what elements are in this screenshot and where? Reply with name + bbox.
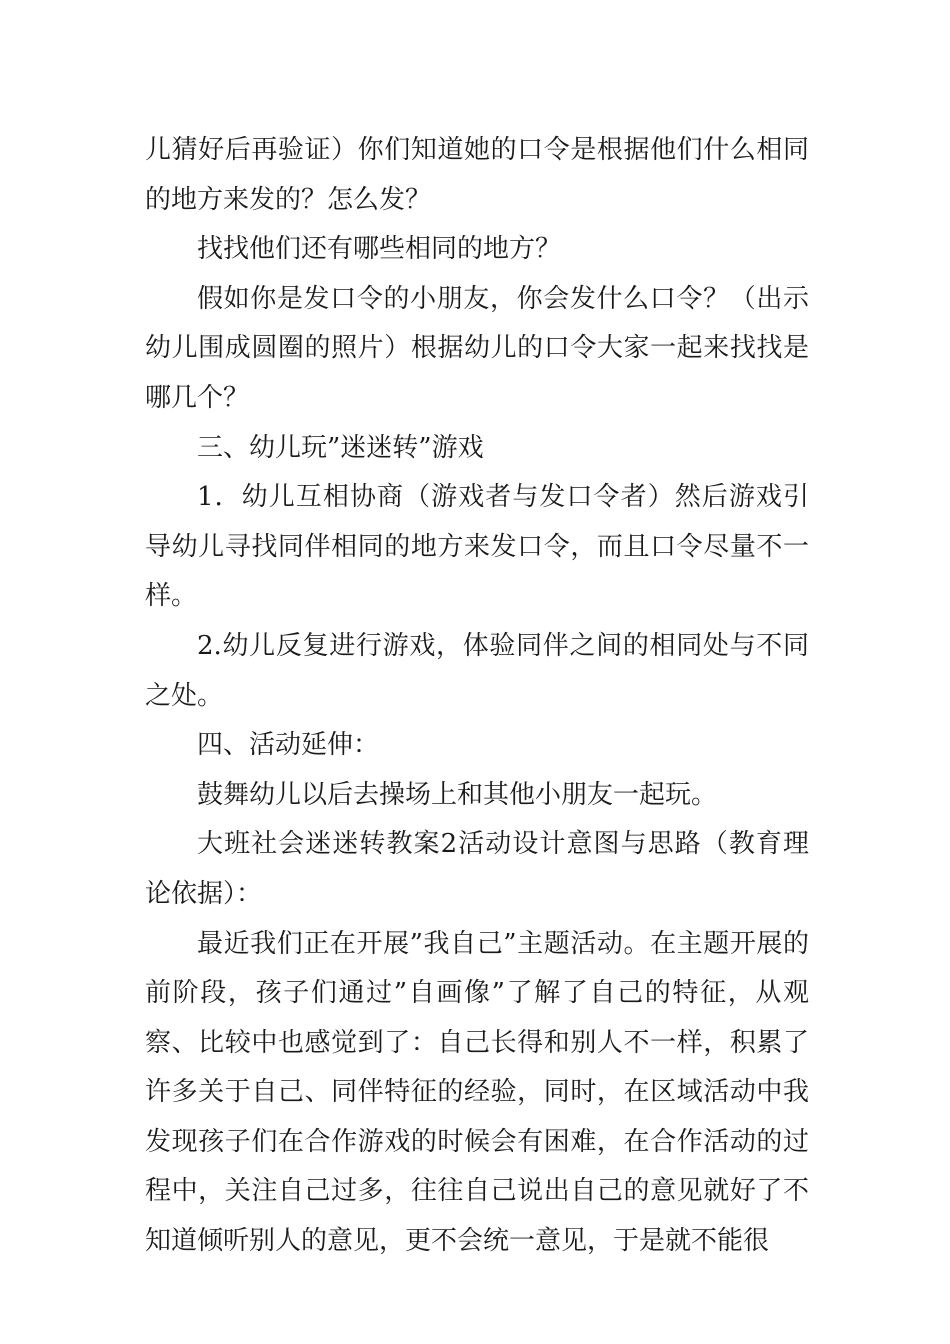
- paragraph-3: 假如你是发口令的小朋友，你会发什么口令？（出示幼儿围成圆圈的照片）根据幼儿的口令大家一起来找找是哪几个？: [145, 283, 809, 413]
- paragraph-2: 找找他们还有哪些相同的地方？: [197, 234, 562, 265]
- section-heading-4: 四、活动延伸：: [197, 730, 380, 761]
- paragraph-design-intent: 最近我们正在开展”我自己”主题活动。在主题开展的前阶段，孩子们通过”自画像”了解了自己的特征，从观察、比较中也感觉到了：自己长得和别人不一样，积累了许多关于自己、同伴特征的经验，同时，在区域活动中我发现孩子们在合作游戏的时候会有困难，在合作活动的过程中，关注自己过多，往往自己说出自己的意见就好了不知道倾听别人的意见，更不会统一意见，于是就不能很: [145, 928, 809, 1257]
- document-body: [145, 126, 809, 1267]
- paragraph-plan-title: 大班社会迷迷转教案2活动设计意图与思路（教育理论依据）：: [145, 829, 809, 909]
- paragraph-extension: 鼓舞幼儿以后去操场上和其他小朋友一起玩。: [197, 779, 718, 810]
- paragraph-step-1: 1．幼儿互相协商（游戏者与发口令者）然后游戏引导幼儿寻找同伴相同的地方来发口令，而且口令尽量不一样。: [145, 482, 809, 612]
- paragraph-step-2: 2.幼儿反复进行游戏，体验同伴之间的相同处与不同之处。: [145, 630, 809, 711]
- section-heading-3: 三、幼儿玩”迷迷转”游戏: [197, 432, 484, 463]
- paragraph-1: 儿猜好后再验证）你们知道她的口令是根据他们什么相同的地方来发的？怎么发？: [145, 135, 809, 215]
